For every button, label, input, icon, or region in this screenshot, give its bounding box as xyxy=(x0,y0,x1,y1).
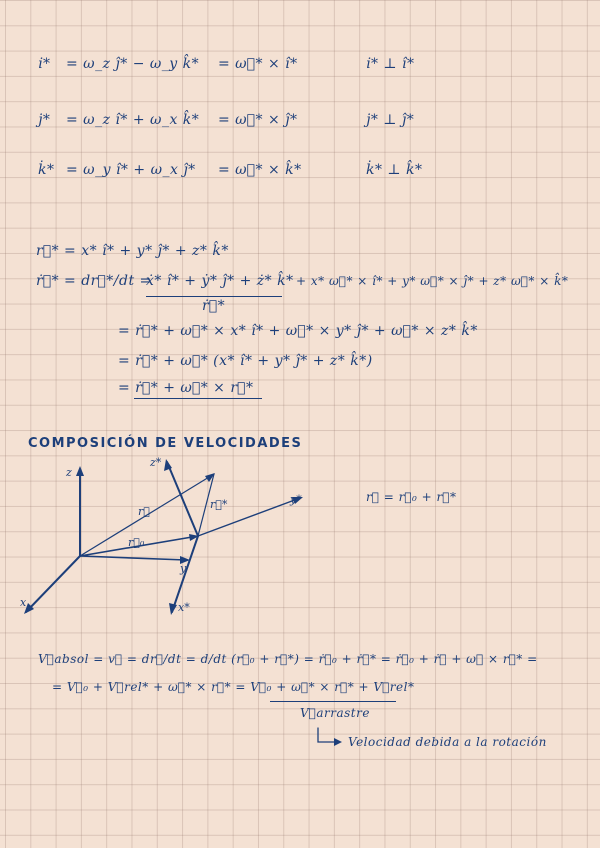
position-derivative-numerator: ẋ* î* + ẏ* ĵ* + ż* k̂* xyxy=(146,273,294,289)
position-derivative-denominator: ṙ⃗* xyxy=(202,298,226,314)
j-dot-cross: = ω⃗* × ĵ* xyxy=(218,112,298,128)
section-title: COMPOSICIÓN DE VELOCIDADES xyxy=(28,436,303,451)
label-axis-z: z xyxy=(66,466,72,479)
label-axis-x: x xyxy=(20,596,27,609)
position-relation: r⃗ = r⃗₀ + r⃗* xyxy=(366,490,457,504)
velocity-line-2: = V⃗₀ + V⃗rel* + ω⃗* × r⃗* = V⃗₀ + ω⃗* × r⃗* + V⃗rel* xyxy=(52,680,415,694)
derivation-step-2: = ṙ⃗* + ω⃗* (x* î* + y* ĵ* + z* k̂*) xyxy=(118,353,373,369)
label-axis-y: y xyxy=(180,562,187,575)
label-vector-r: r⃗ xyxy=(138,505,150,518)
i-dot-lhs: i̇* xyxy=(38,56,51,72)
j-dot-perp: j̇* ⊥ ĵ* xyxy=(366,112,415,128)
label-vector-r0: r⃗₀ xyxy=(128,536,145,549)
velocity-line-1: V⃗absol = v⃗ = dr⃗/dt = d/dt (r⃗₀ + r⃗*) = ṙ⃗₀ + ṙ⃗* = ṙ⃗₀ + ṙ⃗ + ω⃗ × r⃗* = xyxy=(38,652,538,666)
k-dot-rhs: = ω_y î* + ω_x ĵ* xyxy=(66,162,196,178)
derivation-step-1: = ṙ⃗* + ω⃗* × x* î* + ω⃗* × y* ĵ* + ω⃗* × z* k̂* xyxy=(118,323,478,339)
label-axis-z-star: z* xyxy=(150,456,162,469)
j-dot-lhs: j̇* xyxy=(38,112,51,128)
i-dot-rhs: = ω_z ĵ* − ω_y k̂* xyxy=(66,56,200,72)
k-dot-lhs: k̇* xyxy=(38,162,55,178)
k-dot-cross: = ω⃗* × k̂* xyxy=(218,162,302,178)
label-axis-y-star: y* xyxy=(290,493,302,506)
rotation-note: Velocidad debida a la rotación xyxy=(348,735,547,749)
note-arrowhead xyxy=(334,738,342,746)
i-dot-perp: i̇* ⊥ î* xyxy=(366,56,415,72)
position-definition: r⃗* = x* î* + y* ĵ* + z* k̂* xyxy=(36,243,229,259)
derivation-step-3: = ṙ⃗* + ω⃗* × r⃗* xyxy=(118,380,254,396)
i-dot-cross: = ω⃗* × î* xyxy=(218,56,298,72)
label-axis-x-star: x* xyxy=(178,601,190,614)
position-derivative-lhs: ṙ⃗* = dr⃗*/dt = xyxy=(36,273,152,289)
j-dot-rhs: = ω_z î* + ω_x k̂* xyxy=(66,112,200,128)
arrastre-label: V⃗arrastre xyxy=(300,706,370,720)
label-vector-r-star: r⃗* xyxy=(210,498,228,511)
k-dot-perp: k̇* ⊥ k̂* xyxy=(366,162,423,178)
position-derivative-rest: + x* ω⃗* × î* + y* ω⃗* × ĵ* + z* ω⃗* × k̂* xyxy=(296,274,569,288)
